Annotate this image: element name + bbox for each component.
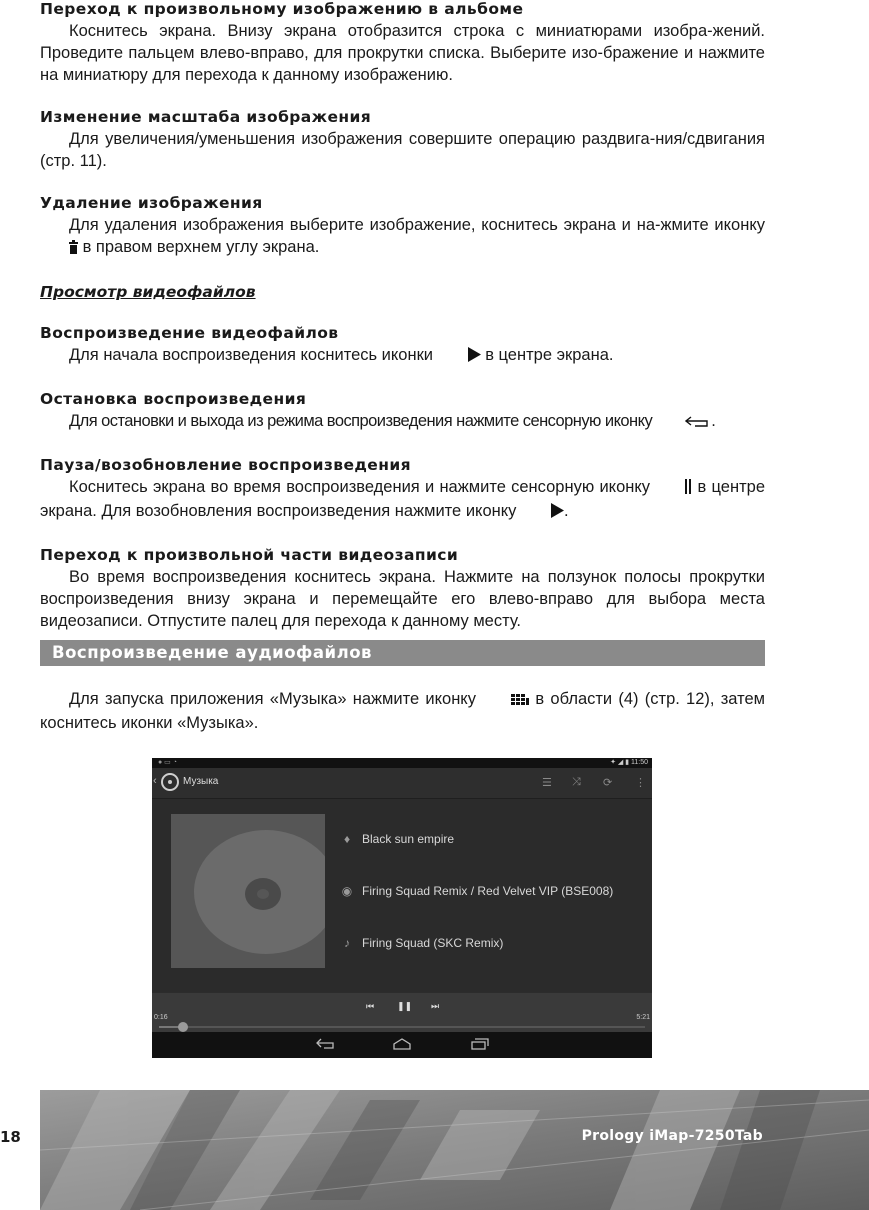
- pause-icon[interactable]: ❚❚: [397, 1001, 413, 1011]
- notification-icons: ● ▭ ◔: [158, 759, 177, 766]
- video-play-text: Для начала воспроизведения коснитесь иконки в центре экрана.: [40, 344, 765, 368]
- status-bar: [152, 758, 652, 768]
- track-item[interactable]: ♦ Black sun empire: [341, 832, 454, 846]
- audio-section-bar: Воспроизведение аудиофайлов: [40, 640, 765, 666]
- track-item[interactable]: ♪ Firing Squad (SKC Remix): [341, 936, 503, 950]
- status-clock: ✦ ◢ ▮ 11:50: [610, 759, 648, 766]
- pause-icon: [655, 478, 692, 500]
- album-art: [171, 814, 325, 968]
- disc-icon: ◉: [341, 884, 353, 898]
- brand-label: Prology iMap-7250Tab: [581, 1128, 763, 1144]
- delete-title: Удаление изображения: [40, 194, 263, 212]
- trash-icon: [40, 238, 78, 260]
- page-number: 18: [0, 1128, 21, 1146]
- video-play-title: Воспроизведение видеофайлов: [40, 324, 339, 342]
- home-icon[interactable]: [392, 1036, 412, 1057]
- app-title: Музыка: [183, 776, 219, 787]
- music-app-screenshot: [152, 758, 652, 1058]
- album-jump-text: Коснитесь экрана. Внизу экрана отобразится строка с миниатюрами изобра-жений. Проведите пальцем влево-вправо, для прокрутки списка. Выберите изо-бражение и нажмите на миниатюру для перехода к данному изображению.: [40, 22, 765, 84]
- repeat-icon[interactable]: ⟳: [603, 777, 613, 789]
- back-icon: [656, 412, 711, 434]
- system-nav-bar: [152, 1032, 652, 1058]
- video-seek-text: Во время воспроизведения коснитесь экрана. Нажмите на ползунок полосы прокрутки воспроизведения внизу экрана и перемещайте его влево-вправо для выбора места видеозаписи. Отпустите палец для перехода к данному месту.: [40, 568, 765, 630]
- play-icon: [438, 346, 481, 368]
- video-stop-text: Для остановки и выхода из режима воспроизведения нажмите сенсорную иконку .: [40, 410, 765, 434]
- zoom-title: Изменение масштаба изображения: [40, 108, 372, 126]
- video-pause-title: Пауза/возобновление воспроизведения: [40, 456, 411, 474]
- footer-band: [40, 1090, 869, 1210]
- previous-icon[interactable]: ⏮: [366, 1001, 375, 1011]
- track-item[interactable]: ◉ Firing Squad Remix / Red Velvet VIP (BSE008): [341, 884, 614, 898]
- elapsed-time: 0:16: [154, 1014, 168, 1021]
- up-caret-icon[interactable]: ‹: [153, 775, 157, 787]
- page-content: [40, 0, 765, 734]
- audio-launch-text: Для запуска приложения «Музыка» нажмите иконку в области (4) (стр. 12), затем коснитесь иконки «Музыка».: [40, 690, 765, 732]
- video-seek-title: Переход к произвольной части видеозаписи: [40, 546, 459, 564]
- seek-bar-handle[interactable]: [178, 1022, 188, 1032]
- note-icon: ♪: [344, 936, 350, 950]
- total-time: 5:21: [636, 1014, 650, 1021]
- video-stop-title: Остановка воспроизведения: [40, 390, 307, 408]
- zoom-text: Для увеличения/уменьшения изображения совершите операцию раздвига-ния/сдвигания (стр. 11).: [40, 130, 765, 170]
- recent-apps-icon[interactable]: [470, 1036, 490, 1057]
- video-pause-text: Коснитесь экрана во время воспроизведения и нажмите сенсорную иконку в центре экрана. Для возобновления воспроизведения нажмите иконку .: [40, 476, 765, 524]
- playlist-icon[interactable]: ☰: [542, 777, 552, 789]
- play-icon: [521, 502, 564, 524]
- microphone-icon: ♦: [343, 832, 351, 846]
- back-icon[interactable]: [316, 1036, 336, 1057]
- apps-grid-icon: [482, 690, 529, 712]
- album-jump-title: Переход к произвольному изображению в альбоме: [40, 0, 524, 18]
- next-icon[interactable]: ⏭: [431, 1001, 440, 1011]
- delete-text: Для удаления изображения выберите изображение, коснитесь экрана и на-жмите иконку в правом верхнем углу экрана.: [40, 214, 765, 260]
- video-heading: Просмотр видеофайлов: [40, 283, 256, 301]
- music-app-icon[interactable]: [161, 773, 179, 791]
- action-bar: [152, 768, 652, 799]
- seek-bar[interactable]: [159, 1026, 645, 1028]
- shuffle-icon[interactable]: ⤨: [572, 776, 581, 788]
- playback-controls: [152, 992, 652, 1033]
- overflow-menu-icon[interactable]: ⋮: [635, 777, 646, 789]
